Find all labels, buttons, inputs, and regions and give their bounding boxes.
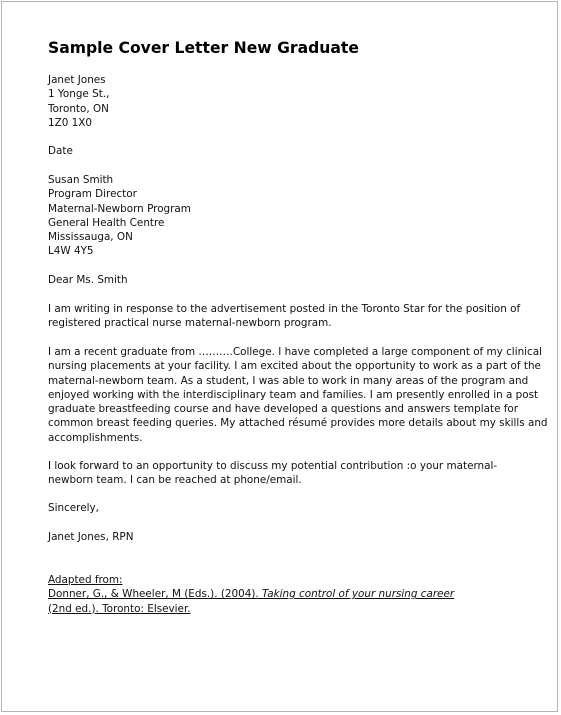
sender-name: Janet Jones [48,74,106,86]
citation-authors: Donner, G., & Wheeler, M (Eds.). (2004). [48,588,262,601]
paragraph-2 [48,345,548,445]
recipient-program: Maternal-Newborn Program [48,202,191,215]
recipient-address [48,173,518,259]
paragraph-line: maternal-newborn team. As a student, I was able to work in many areas of the program and [48,374,529,387]
document-page [1,1,558,712]
paragraph-line: accomplishments. [48,431,143,444]
paragraph-line: I am writing in response to the advertisement posted in the Toronto Star for the position of [48,303,521,315]
recipient-name: Susan Smith [48,174,114,186]
paragraph-3 [48,459,518,488]
paragraph-line: I am a recent graduate from ……….College. I have completed a large component of my clinical [48,346,543,358]
citation-heading: Adapted from: [48,574,123,586]
sender-city: Toronto, ON [48,102,109,115]
citation-line-1 [48,587,518,601]
paragraph-line: newborn team. I can be reached at phone/email. [48,474,302,487]
citation-line-2: (2nd ed.). Toronto: Elsevier. [48,602,191,615]
recipient-title: Program Director [48,188,137,201]
signature [48,530,518,544]
paragraph-line: enjoyed working with the interdisciplinary team and families. I am presently enrolled in a post [48,388,539,401]
paragraph-line: common breast feeding queries. My attached résumé provides more details about my skills and [48,417,548,430]
salutation [48,273,518,287]
paragraph-line: graduate breastfeeding course and have developed a questions and answers template for [48,403,519,416]
salutation-text: Dear Ms. Smith [48,274,128,286]
document-title: Sample Cover Letter New Graduate [48,39,359,57]
citation-book-title: Taking control of your nursing career [261,588,455,601]
signature-text: Janet Jones, RPN [48,531,134,543]
paragraph-line: nursing placements at your facility. I am excited about the opportunity to work as a part of the [48,360,541,373]
letter-date [48,144,518,158]
citation [48,573,518,616]
recipient-organization: General Health Centre [48,216,165,229]
sender-address [48,73,518,130]
paragraph-line: registered practical nurse maternal-newborn program. [48,317,332,330]
sender-postal: 1Z0 1X0 [48,116,92,129]
recipient-postal: L4W 4Y5 [48,245,94,258]
closing [48,501,518,515]
paragraph-line: I look forward to an opportunity to discuss my potential contribution :o your maternal- [48,460,498,472]
paragraph-1 [48,302,521,331]
recipient-city: Mississauga, ON [48,231,133,244]
sender-street: 1 Yonge St., [48,88,110,101]
closing-text: Sincerely, [48,502,99,514]
date-text: Date [48,145,73,157]
